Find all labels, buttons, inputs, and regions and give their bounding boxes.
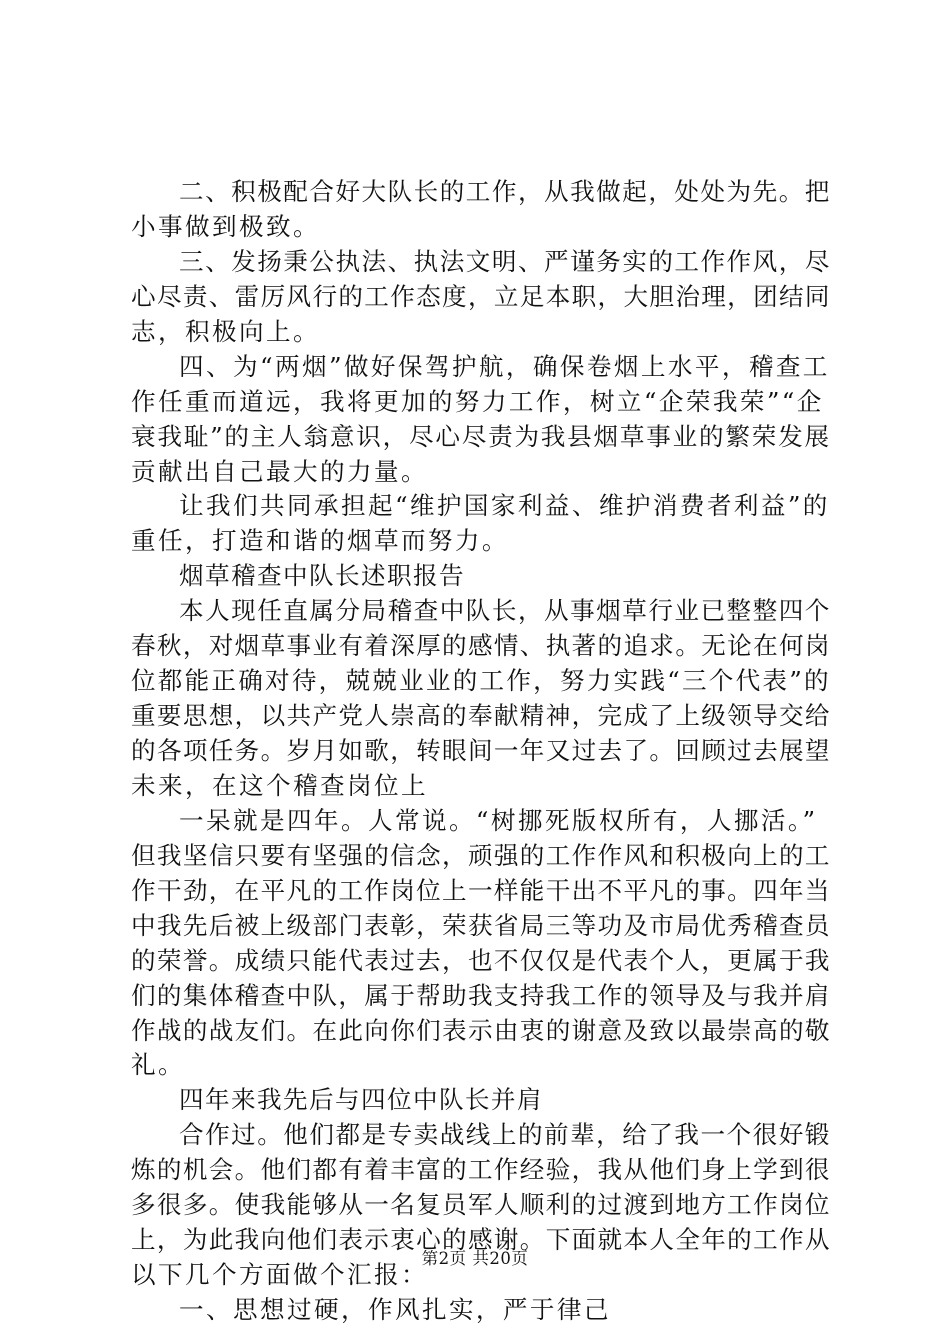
text-line: 四、为“两烟”做好保驾护航，确保卷烟上水平，稽查工	[179, 351, 830, 381]
text-line: 让我们共同承担起“维护国家利益、维护消费者利益”的	[179, 491, 830, 521]
text-line: 小事做到极致。	[131, 211, 320, 241]
text-line: 作战的战友们。在此向你们表示由衷的谢意及致以最崇高的敬	[131, 1015, 831, 1045]
text-line: 重任，打造和谐的烟草而努力。	[131, 526, 509, 556]
text-line: 的荣誉。成绩只能代表过去，也不仅仅是代表个人，更属于我	[131, 945, 831, 975]
text-line: 本人现任直属分局稽查中队长，从事烟草行业已整整四个	[179, 596, 831, 626]
text-line: 位都能正确对待，兢兢业业的工作，努力实践“三个代表”的	[131, 666, 831, 696]
text-line: 心尽责、雷厉风行的工作态度，立足本职，大胆治理，团结同	[131, 281, 831, 311]
document-body	[131, 175, 831, 1328]
text-line: 衰我耻”的主人翁意识，尽心尽责为我县烟草事业的繁荣发展	[131, 421, 831, 451]
text-line: 重要思想，以共产党人崇高的奉献精神，完成了上级领导交给	[131, 701, 831, 731]
text-line: 作任重而道远，我将更加的努力工作，树立“企荣我荣”“企	[131, 386, 824, 416]
text-line: 一呆就是四年。人常说。“树挪死版权所有，人挪活。”	[179, 805, 818, 835]
text-line: 作干劲，在平凡的工作岗位上一样能干出不平凡的事。四年当	[131, 875, 831, 905]
text-line: 二、积极配合好大队长的工作，从我做起，处处为先。把	[179, 177, 831, 206]
section-heading: 四年来我先后与四位中队长并肩	[179, 1085, 543, 1115]
text-line: 上，为此我向他们表示衷心的感谢。下面就本人全年的工作从	[131, 1225, 831, 1255]
text-line: 礼。	[131, 1050, 185, 1080]
text-line: 们的集体稽查中队，属于帮助我支持我工作的领导及与我并肩	[131, 980, 831, 1010]
page-number: 第2页 共20页	[421, 1249, 529, 1268]
text-line: 的各项任务。岁月如歌，转眼间一年又过去了。回顾过去展望	[131, 736, 831, 765]
section-heading: 烟草稽查中队长述职报告	[179, 561, 465, 591]
page-footer	[0, 1248, 950, 1270]
text-line: 多很多。使我能够从一名复员军人顺利的过渡到地方工作岗位	[131, 1190, 831, 1220]
text-line: 贡献出自己最大的力量。	[131, 456, 428, 486]
text-line: 三、发扬秉公执法、执法文明、严谨务实的工作作风，尽	[179, 246, 831, 276]
text-line: 但我坚信只要有坚强的信念，顽强的工作作风和积极向上的工	[131, 840, 831, 870]
text-line: 志，积极向上。	[131, 316, 320, 346]
text-line: 以下几个方面做个汇报：	[131, 1260, 428, 1290]
text-line: 中我先后被上级部门表彰，荣获省局三等功及市局优秀稽查员	[131, 910, 831, 940]
text-line: 合作过。他们都是专卖战线上的前辈，给了我一个很好锻	[179, 1120, 831, 1150]
text-line: 春秋，对烟草事业有着深厚的感情、执著的追求。无论在何岗	[131, 631, 831, 661]
text-line: 一、思想过硬，作风扎实，严于律己	[179, 1295, 611, 1324]
text-line: 未来，在这个稽查岗位上	[131, 770, 428, 800]
text-line: 炼的机会。他们都有着丰富的工作经验，我从他们身上学到很	[131, 1155, 831, 1185]
